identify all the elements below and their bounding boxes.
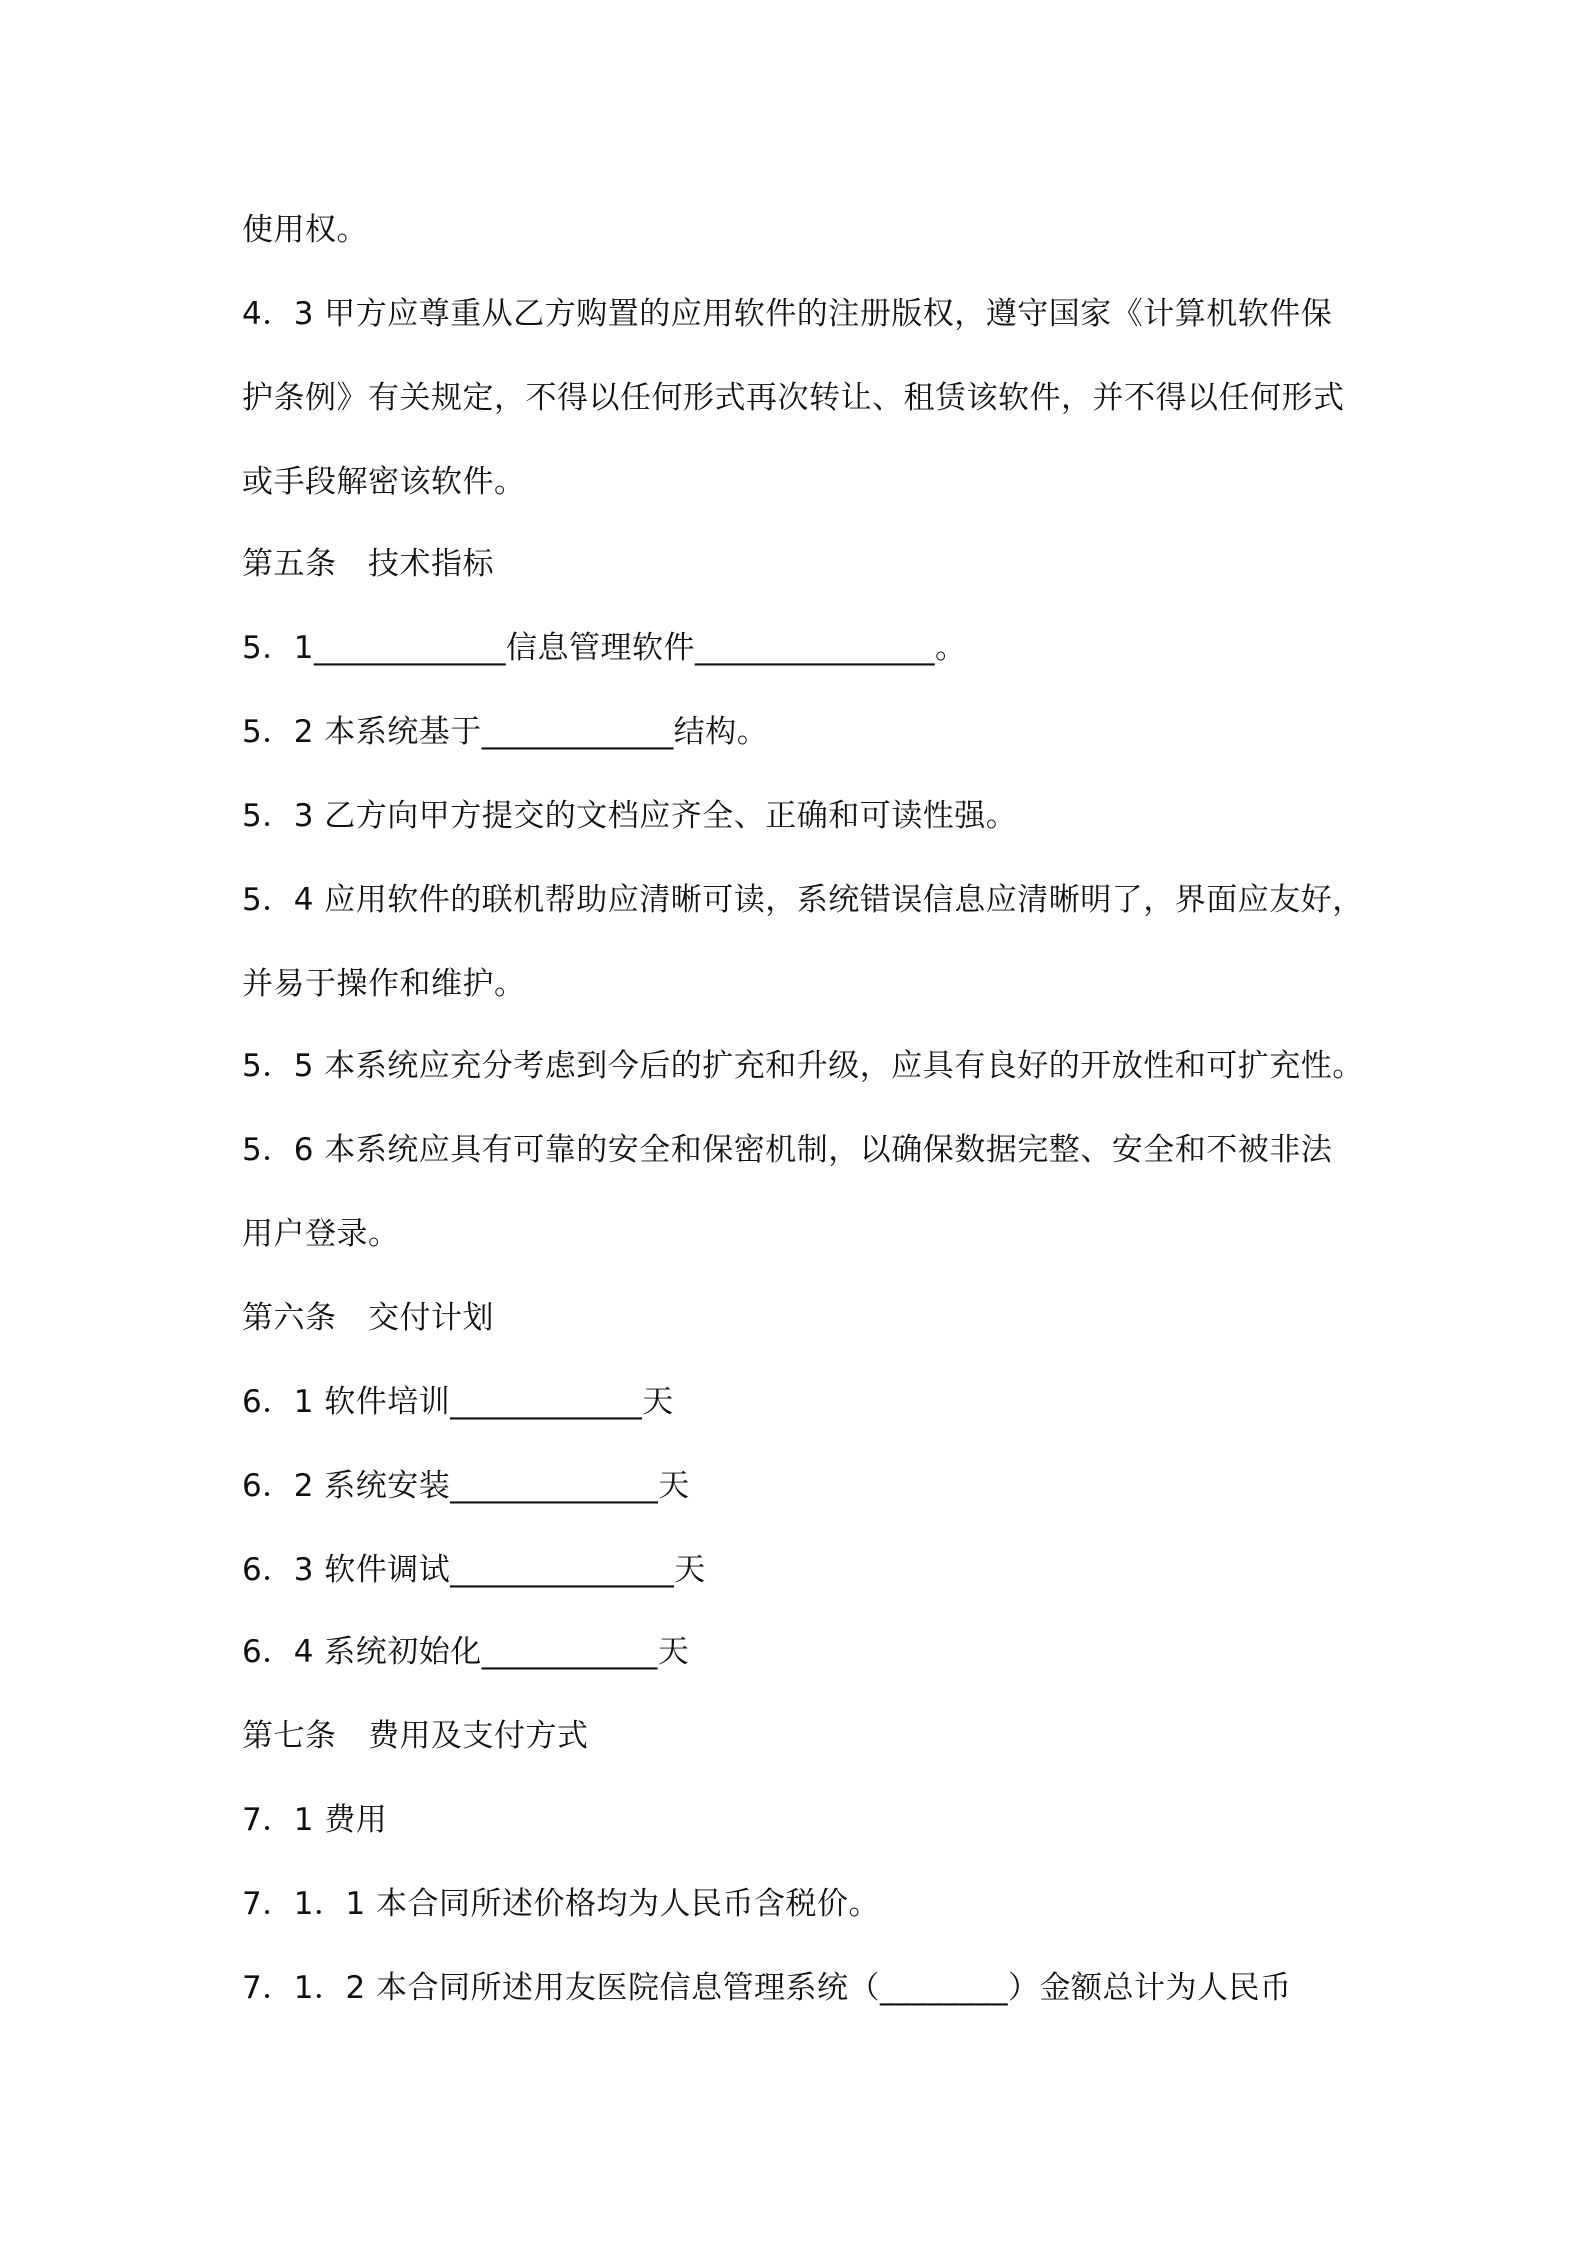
section-heading: 第五条 技术指标: [242, 546, 494, 582]
text-line: 5．2 本系统基于____________结构。: [242, 714, 769, 750]
text-line: 5．4 应用软件的联机帮助应清晰可读，系统错误信息应清晰明了，界面应友好，: [242, 882, 1364, 918]
text-line: 6．4 系统初始化___________天: [242, 1634, 690, 1670]
text-line: 7．1．1 本合同所述价格均为人民币含税价。: [242, 1886, 881, 1922]
text-line: 5．3 乙方向甲方提交的文档应齐全、正确和可读性强。: [242, 798, 1018, 834]
section-heading: 第六条 交付计划: [242, 1300, 494, 1336]
text-line: 5．5 本系统应充分考虑到今后的扩充和升级，应具有良好的开放性和可扩充性。: [242, 1048, 1364, 1084]
text-line: 或手段解密该软件。: [242, 464, 526, 500]
text-line: 7．1．2 本合同所述用友医院信息管理系统（________）金额总计为人民币: [242, 1970, 1292, 2006]
text-line: 5．1____________信息管理软件_______________。: [242, 630, 967, 666]
section-heading: 第七条 费用及支付方式: [242, 1718, 589, 1754]
text-line: 使用权。: [242, 212, 368, 248]
text-line: 6．3 软件调试______________天: [242, 1552, 706, 1588]
text-line: 护条例》有关规定，不得以任何形式再次转让、租赁该软件，并不得以任何形式: [242, 380, 1345, 416]
text-line: 用户登录。: [242, 1216, 400, 1252]
text-line: 5．6 本系统应具有可靠的安全和保密机制，以确保数据完整、安全和不被非法: [242, 1132, 1333, 1168]
text-line: 4．3 甲方应尊重从乙方购置的应用软件的注册版权，遵守国家《计算机软件保: [242, 296, 1333, 332]
text-line: 并易于操作和维护。: [242, 966, 526, 1002]
text-line: 6．2 系统安装_____________天: [242, 1468, 690, 1504]
text-line: 7．1 费用: [242, 1802, 388, 1838]
text-line: 6．1 软件培训____________天: [242, 1384, 674, 1420]
